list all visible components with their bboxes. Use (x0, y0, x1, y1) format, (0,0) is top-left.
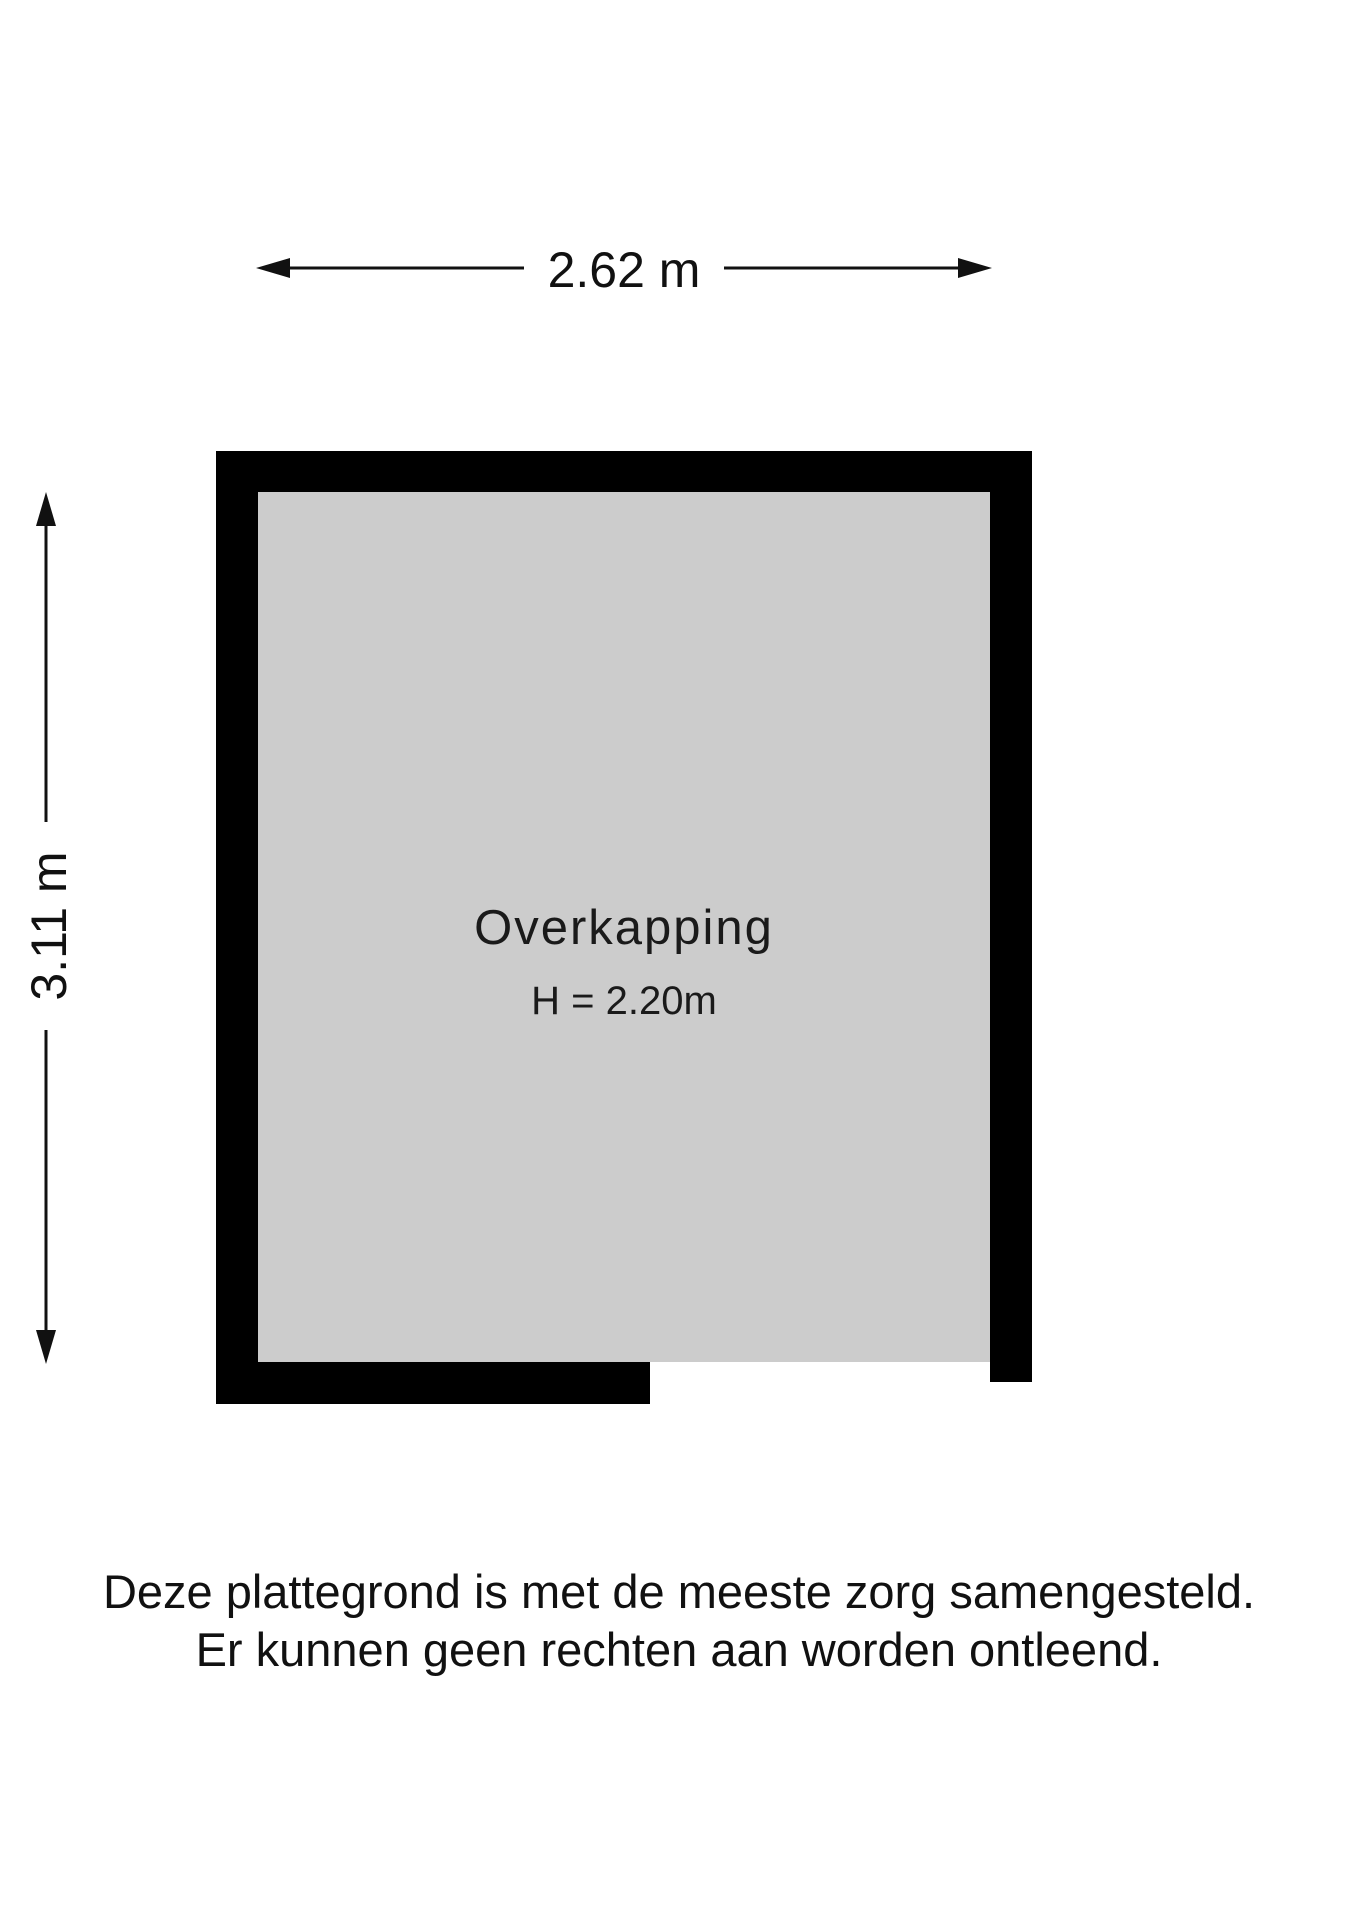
room-height: H = 2.20m (531, 979, 717, 1023)
arrow-right-icon (958, 258, 992, 278)
arrow-left-icon (256, 258, 290, 278)
depth-dimension (21, 492, 77, 1364)
wall-bottom (216, 1362, 650, 1404)
arrow-up-icon (36, 492, 56, 526)
room-name: Overkapping (474, 901, 774, 955)
wall-top (216, 451, 1032, 492)
disclaimer-line-2: Er kunnen geen rechten aan worden ontleend. (195, 1623, 1163, 1676)
arrow-down-icon (36, 1330, 56, 1364)
width-dimension-label: 2.62 m (547, 242, 701, 298)
wall-right (990, 451, 1032, 1382)
wall-left (216, 451, 258, 1404)
depth-dimension-label: 3.11 m (21, 851, 77, 1001)
disclaimer-line-1: Deze plattegrond is met de meeste zorg samengesteld. (102, 1565, 1256, 1618)
width-dimension (256, 242, 992, 298)
